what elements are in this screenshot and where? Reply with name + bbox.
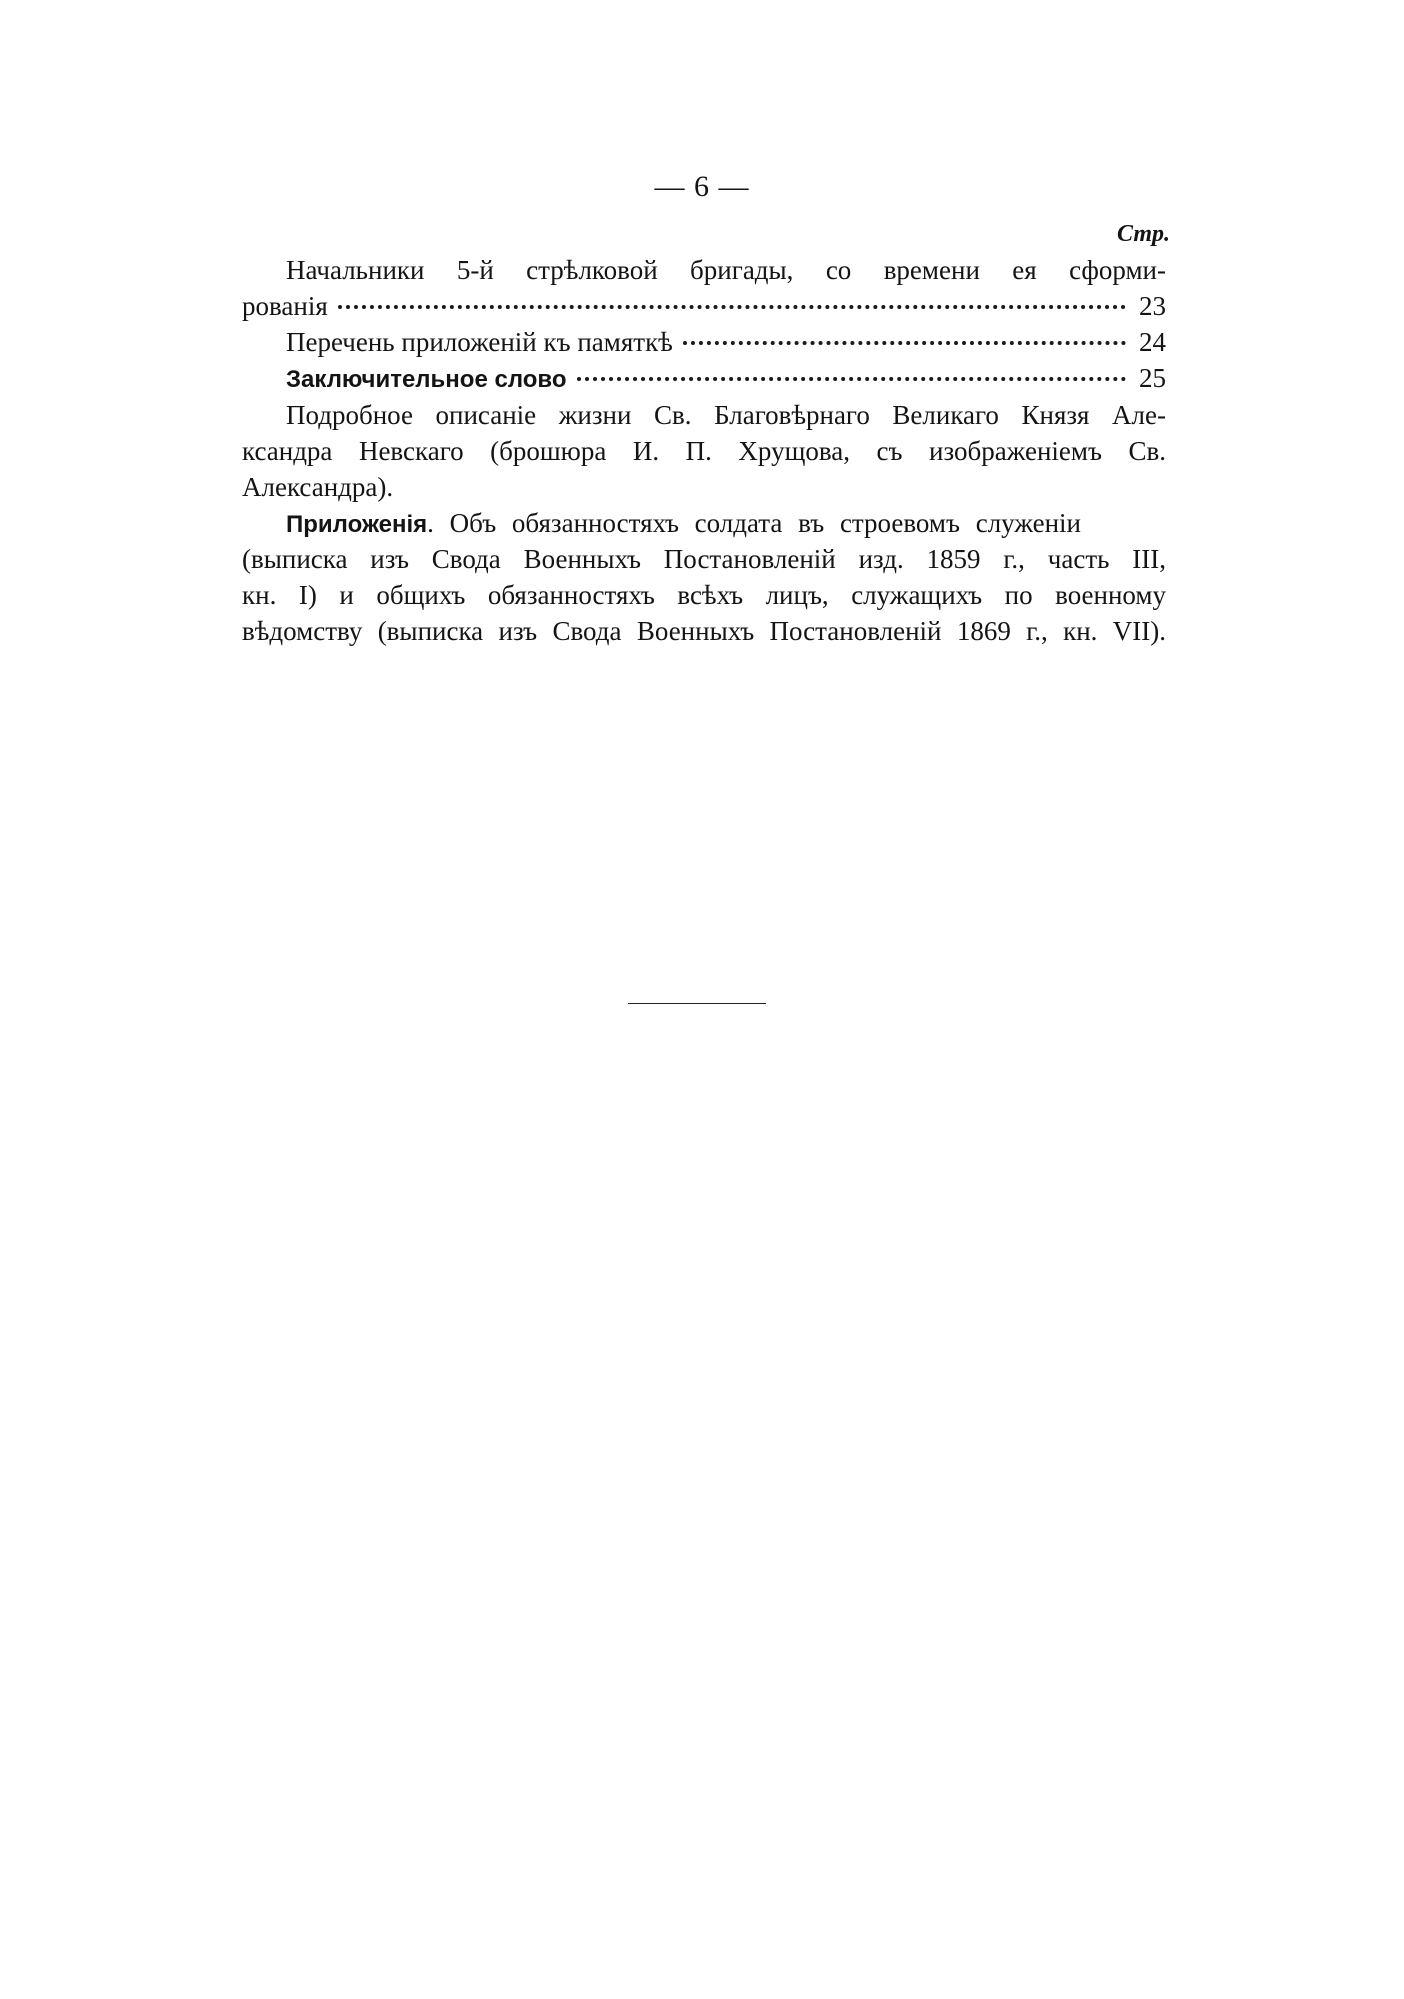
toc-entry-2-title: Перечень приложеній къ памяткѣ [286, 327, 673, 357]
toc-entry-3-title: Заключительное слово [286, 366, 567, 393]
toc-entry-2 [286, 324, 1166, 360]
toc-entry-3 [286, 360, 1166, 396]
description-line-2: ксандра Невскаго (брошюра И. П. Хрущова, съ изображеніемъ Св. [242, 436, 1166, 466]
toc-entry-1-line-2: рованія [242, 291, 328, 321]
dot-leader [683, 341, 1126, 345]
dot-leader [577, 377, 1126, 381]
appendix-line-1-text: . Объ обязанностяхъ солдата въ строевомъ служеніи [427, 508, 1081, 538]
toc-entry-2-page: 24 [1139, 327, 1166, 357]
appendix-line-2: (выписка изъ Свода Военныхъ Постановленій изд. 1859 г., часть III, [242, 544, 1166, 574]
description-line-1: Подробное описаніе жизни Св. Благовѣрнаго Великаго Князя Але- [286, 400, 1166, 430]
toc-entry-1 [242, 288, 1166, 324]
end-rule-divider [628, 1003, 766, 1004]
appendix-line-4: вѣдомству (выписка изъ Свода Военныхъ Постановленій 1869 г., кн. VII). [242, 616, 1166, 646]
toc-entry-3-page: 25 [1139, 363, 1166, 393]
appendix-label: Приложенія [286, 511, 428, 538]
toc-entry-1-page: 23 [1139, 291, 1166, 321]
appendix-line-1 [286, 505, 1166, 541]
appendix-line-3: кн. I) и общихъ обязанностяхъ всѣхъ лицъ, служащихъ по военному [242, 580, 1166, 610]
page-column-header: Стр. [1116, 221, 1170, 247]
description-line-3: Александра). [242, 472, 394, 502]
dot-leader [338, 305, 1126, 309]
toc-entry-1-line-1: Начальники 5-й стрѣлковой бригады, со времени ея сформи- [286, 255, 1166, 285]
page-number: — 6 — [654, 170, 750, 203]
